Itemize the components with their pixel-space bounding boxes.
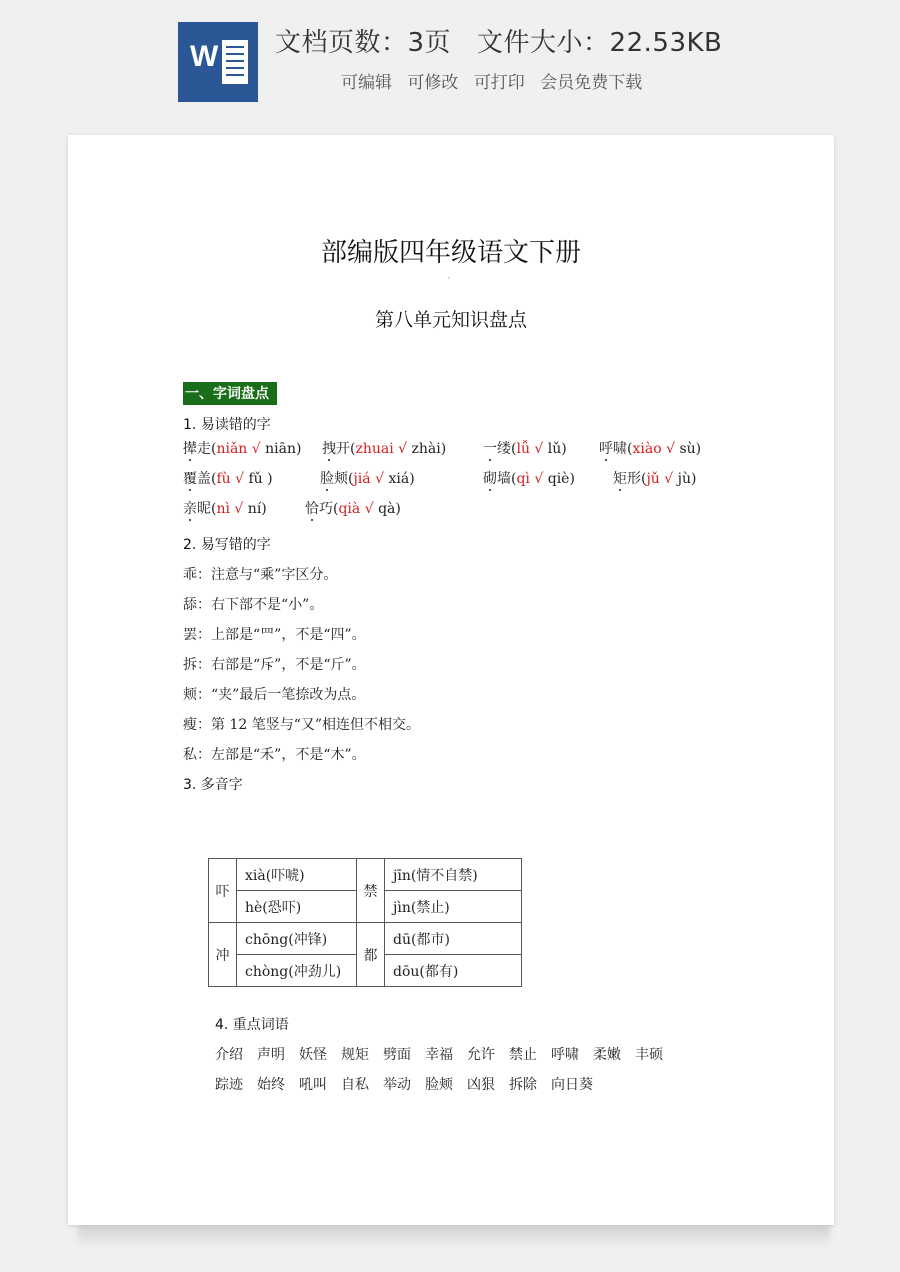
- feature-member-download: 会员免费下载: [540, 73, 643, 93]
- misread-item: [183, 468, 273, 488]
- page-count: 文档页数：3页: [275, 28, 452, 58]
- misread-char: 矩: [613, 471, 627, 487]
- correct-pinyin: jiá √: [353, 471, 389, 487]
- misread-char: 拽: [322, 441, 336, 457]
- table-cell: chōng(冲锋): [237, 923, 357, 955]
- table-cell: jīn(情不自禁): [385, 859, 522, 891]
- table-cell-char: 禁: [357, 859, 385, 923]
- misread-char: 砌: [483, 471, 497, 487]
- correct-pinyin: fù √: [216, 471, 249, 487]
- download-banner: [0, 0, 900, 118]
- heading-polyphonic: 3. 多音字: [183, 777, 243, 793]
- misread-word-rest: 巧(: [319, 501, 339, 517]
- correct-pinyin: lǚ √: [516, 441, 548, 457]
- key-word: 禁止: [509, 1047, 537, 1063]
- key-word: 吼叫: [299, 1077, 327, 1093]
- key-word: 举动: [383, 1077, 411, 1093]
- paper-shadow: [78, 1225, 830, 1247]
- key-word: 踪迹: [215, 1077, 243, 1093]
- document-subtitle: 第八单元知识盘点: [374, 309, 527, 331]
- wrong-pinyin: fǔ ): [248, 471, 273, 487]
- writing-note: 颊：“夹”最后一笔捺改为点。: [183, 687, 366, 703]
- table-cell: jìn(禁止): [385, 891, 522, 923]
- key-word: 拆除: [509, 1077, 537, 1093]
- wrong-pinyin: zhài): [411, 441, 447, 457]
- wrong-pinyin: niān): [265, 441, 302, 457]
- correct-pinyin: zhuai √: [355, 441, 412, 457]
- misread-char: 亲: [183, 501, 197, 517]
- feature-modifiable: 可修改: [407, 73, 459, 93]
- table-row: [209, 859, 522, 891]
- misread-item: [183, 498, 267, 518]
- misread-item: [483, 438, 567, 458]
- document-title: 部编版四年级语文下册: [320, 238, 581, 268]
- misread-item: [305, 498, 401, 518]
- table-cell: hè(恐吓): [237, 891, 357, 923]
- misread-char: 脸: [320, 471, 334, 487]
- wrong-pinyin: xiá): [388, 471, 415, 487]
- misread-word-rest: 缕(: [497, 441, 517, 457]
- table-cell: xià(吓唬): [237, 859, 357, 891]
- key-word: 凶狠: [467, 1077, 495, 1093]
- writing-note: 拆：右部是“斥”，不是“斤”。: [183, 657, 366, 673]
- correct-pinyin: qì √: [516, 471, 548, 487]
- correct-pinyin: xiào √: [632, 441, 680, 457]
- misread-word-rest: 开(: [336, 441, 356, 457]
- wrong-pinyin: qiè): [547, 471, 575, 487]
- table-cell-char: 都: [357, 923, 385, 987]
- key-word: 始终: [257, 1077, 285, 1093]
- correct-pinyin: nì √: [216, 501, 248, 517]
- key-word: 脸颊: [425, 1077, 453, 1093]
- misread-char: 一: [483, 441, 497, 457]
- word-document-icon: W: [178, 22, 258, 102]
- writing-note: 罢：上部是“罒”，不是“四”。: [183, 627, 366, 643]
- key-word: 幸福: [425, 1047, 453, 1063]
- heading-key-words: 4. 重点词语: [215, 1017, 289, 1033]
- section-heading: 一、字词盘点: [183, 382, 277, 405]
- table-cell-char: 吓: [209, 859, 237, 923]
- feature-printable: 可打印: [473, 73, 525, 93]
- misread-word-rest: 啸(: [613, 441, 633, 457]
- writing-note: 舔：右下部不是“小”。: [183, 597, 324, 613]
- writing-note: 瘦：第 12 笔竖与“又”相连但不相交。: [183, 717, 421, 733]
- correct-pinyin: qià √: [338, 501, 379, 517]
- key-word: 呼啸: [551, 1047, 579, 1063]
- heading-misread: 1. 易读错的字: [183, 417, 271, 433]
- misread-word-rest: 墙(: [497, 471, 517, 487]
- writing-note: 乖：注意与“乘”字区分。: [183, 567, 338, 583]
- wrong-pinyin: qà): [378, 501, 401, 517]
- correct-pinyin: jǔ √: [646, 471, 678, 487]
- key-word: 向日葵: [551, 1077, 593, 1093]
- misread-item: [322, 438, 446, 458]
- table-cell: dū(都市): [385, 923, 522, 955]
- key-word: 介绍: [215, 1047, 243, 1063]
- misread-item: [483, 468, 575, 488]
- key-word: 自私: [341, 1077, 369, 1093]
- misread-char: 恰: [305, 501, 319, 517]
- misread-char: 呼: [599, 441, 613, 457]
- key-word: 允许: [467, 1047, 495, 1063]
- key-word: 丰硕: [635, 1047, 663, 1063]
- heading-miswritten: 2. 易写错的字: [183, 537, 271, 553]
- misread-char: 覆: [183, 471, 197, 487]
- misread-char: 撵: [183, 441, 197, 457]
- table-row: [209, 923, 522, 955]
- file-size: 文件大小：22.53KB: [477, 28, 723, 58]
- correct-pinyin: niǎn √: [216, 441, 266, 457]
- wrong-pinyin: jù): [677, 471, 697, 487]
- key-words-row: [215, 1074, 607, 1094]
- feature-editable: 可编辑: [341, 73, 392, 93]
- misread-word-rest: 形(: [627, 471, 647, 487]
- table-cell-char: 冲: [209, 923, 237, 987]
- writing-note: 私：左部是“禾”，不是“木”。: [183, 747, 366, 763]
- misread-word-rest: 盖(: [197, 471, 217, 487]
- misread-word-rest: 颊(: [334, 471, 354, 487]
- misread-word-rest: 昵(: [197, 501, 217, 517]
- misread-item: [613, 468, 696, 488]
- wrong-pinyin: ní): [247, 501, 267, 517]
- table-cell: dōu(都有): [385, 955, 522, 987]
- key-word: 妖怪: [299, 1047, 327, 1063]
- misread-item: [599, 438, 701, 458]
- key-word: 劈面: [383, 1047, 411, 1063]
- table-cell: chòng(冲劲儿): [237, 955, 357, 987]
- document-page: [68, 135, 834, 1225]
- key-word: 声明: [257, 1047, 285, 1063]
- misread-item: [320, 468, 415, 488]
- misread-word-rest: 走(: [197, 441, 217, 457]
- polyphonic-table: [208, 858, 522, 987]
- key-word: 规矩: [341, 1047, 369, 1063]
- wrong-pinyin: lǔ): [547, 441, 567, 457]
- wrong-pinyin: sù): [679, 441, 702, 457]
- file-info: [275, 22, 748, 93]
- tick-mark: ′: [448, 277, 451, 287]
- misread-item: [183, 438, 301, 458]
- key-words-row: [215, 1044, 677, 1064]
- key-word: 柔嫩: [593, 1047, 621, 1063]
